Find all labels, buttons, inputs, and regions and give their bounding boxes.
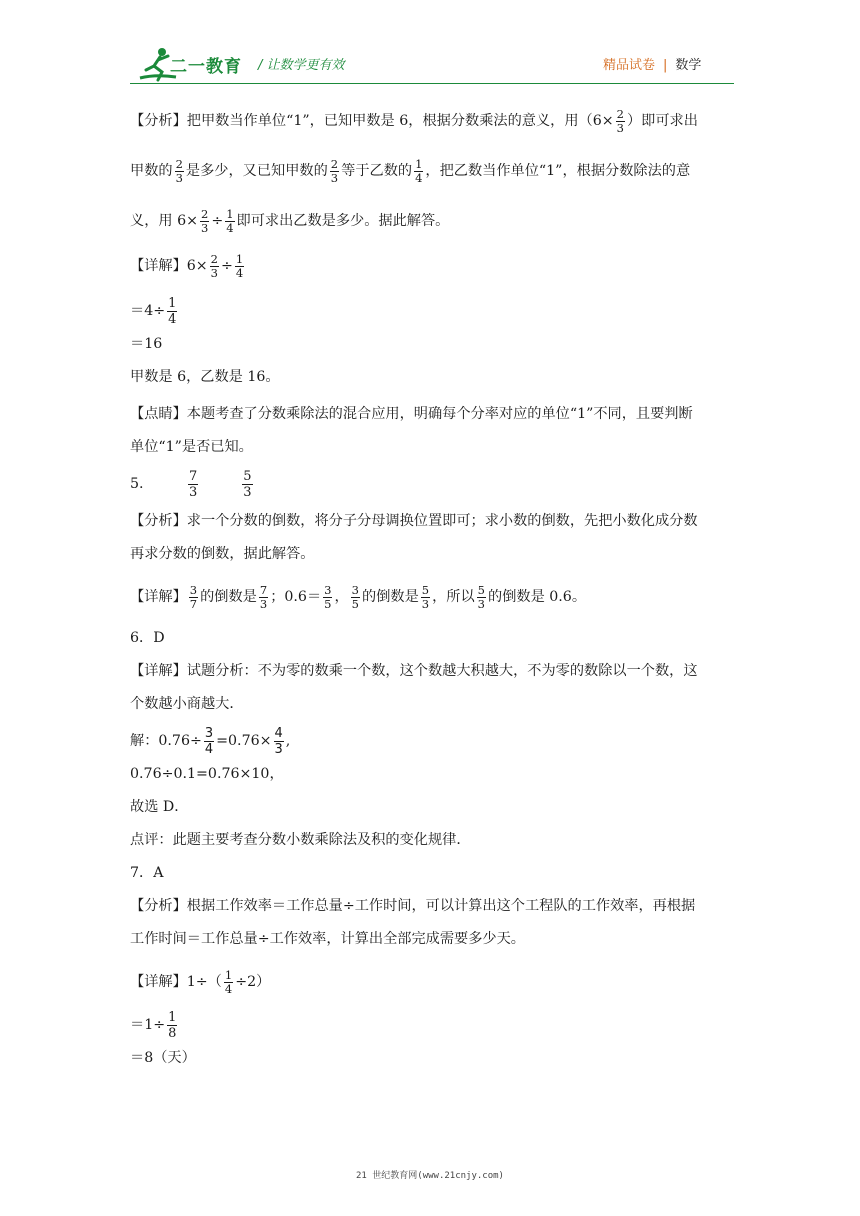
text: ，把乙数当作单位“1”，根据分数除法的意 [425, 163, 691, 179]
text-line [130, 584, 740, 611]
fraction: $\frac{3}{4}$ [204, 726, 214, 757]
text-line [130, 208, 740, 235]
text-line [130, 969, 740, 996]
fraction: $\frac{3}{5}$ [324, 583, 332, 611]
header-right [603, 54, 701, 73]
fraction: $\frac{1}{4}$ [168, 296, 177, 327]
fraction: $\frac{2}{3}$ [201, 207, 209, 235]
fraction: $\frac{3}{5}$ [351, 583, 359, 611]
text-line: 甲数是 6，乙数是 16。 [130, 369, 280, 385]
text-line [130, 108, 740, 135]
text: =0.76× [216, 733, 272, 749]
fraction: $\frac{4}{3}$ [274, 726, 283, 757]
fraction: $\frac{1}{4}$ [226, 207, 234, 235]
fraction: $\frac{5}{3}$ [421, 583, 430, 611]
fraction: $\frac{1}{4}$ [224, 968, 233, 996]
text-line: 0.76÷0.1=0.76×10， [130, 766, 284, 782]
question-7: 7．A [130, 865, 164, 881]
text-line: 工作时间＝工作总量÷工作效率，计算出全部完成需要多少天。 [130, 931, 525, 947]
text: 的倒数是 [362, 589, 419, 605]
text-line: 故选 D． [130, 799, 189, 815]
text-line: 单位“1”是否已知。 [130, 439, 253, 455]
text: 【详解】1÷（ [130, 974, 222, 990]
text: 即可求出乙数是多少。据此解答。 [236, 213, 450, 229]
text: 的倒数是 0.6。 [488, 589, 587, 605]
fraction: $\frac{2}{3}$ [330, 157, 339, 185]
fraction: $\frac{7}{3}$ [259, 583, 268, 611]
subject-label: 数学 [675, 58, 702, 73]
brand-name: 二一教育 [170, 57, 242, 77]
text-line: 【点睛】本题考查了分数乘除法的混合应用，明确每个分率对应的单位“1”不同，且要判断 [130, 406, 693, 422]
text: 【详解】6× [130, 258, 208, 274]
text: ）即可求出 [626, 113, 698, 129]
text: ，所以 [432, 589, 475, 605]
text: ÷2） [235, 974, 271, 990]
answer-content [130, 108, 740, 1072]
fraction: $\frac{5}{3}$ [477, 583, 485, 611]
fraction: $\frac{5}{3}$ [243, 469, 252, 500]
text-line [130, 158, 740, 185]
text: , [285, 733, 291, 749]
text-line: ＝8（天） [130, 1050, 196, 1066]
text: 是多少，又已知甲数的 [185, 163, 328, 179]
text-line [130, 1012, 740, 1039]
fraction: $\frac{2}{3}$ [210, 252, 218, 280]
fraction: $\frac{1}{8}$ [168, 1010, 177, 1041]
text: 的倒数是 [200, 589, 257, 605]
text-line: 【分析】根据工作效率＝工作总量÷工作时间，可以计算出这个工程队的工作效率，再根据 [130, 898, 696, 914]
fraction: $\frac{2}{3}$ [616, 107, 624, 135]
text-line [130, 253, 740, 280]
slogan: / 让数学更有效 [258, 58, 345, 73]
text-line: ＝16 [130, 336, 163, 352]
header-label: 精品试卷 [603, 58, 656, 73]
text-line: 【分析】求一个分数的倒数，将分子分母调换位置即可；求小数的倒数，先把小数化成分数 [130, 513, 698, 529]
text-line [130, 298, 740, 325]
fraction: $\frac{2}{3}$ [175, 157, 183, 185]
text: 义，用 6× [130, 213, 198, 229]
text: ， [334, 589, 349, 605]
text: ＝1÷ [130, 1017, 166, 1033]
text-line: 点评：此题主要考查分数小数乘除法及积的变化规律． [130, 832, 471, 848]
fraction: $\frac{7}{3}$ [189, 469, 198, 500]
text: ÷ [221, 258, 233, 274]
text: ；0.6＝ [270, 589, 322, 605]
text: ＝4÷ [130, 303, 166, 319]
header-separator: | [663, 58, 668, 73]
question-5 [130, 471, 740, 498]
text: 【分析】把甲数当作单位“1”，已知甲数是 6，根据分数乘法的意义，用（6× [130, 113, 614, 129]
question-6: 6．D [130, 630, 165, 646]
fraction: $\frac{1}{4}$ [235, 252, 244, 280]
header-rule [130, 83, 734, 84]
text: 等于乙数的 [341, 163, 413, 179]
text-line: 个数越小商越大． [130, 696, 244, 712]
text-line: 【详解】试题分析：不为零的数乘一个数，这个数越大积越大，不为零的数除以一个数，这 [130, 663, 698, 679]
fraction: $\frac{1}{4}$ [415, 157, 423, 185]
page-header [0, 0, 860, 96]
text-line [130, 728, 740, 755]
fraction: $\frac{3}{7}$ [189, 583, 198, 611]
text-line: 再求分数的倒数，据此解答。 [130, 546, 315, 562]
text: 解：0.76÷ [130, 733, 202, 749]
text: ÷ [211, 213, 224, 229]
page-footer: 21 世纪教育网(www.21cnjy.com) [356, 1171, 504, 1181]
question-number: 5. [130, 476, 144, 492]
text: 甲数的 [130, 163, 173, 179]
text: 【详解】 [130, 589, 187, 605]
